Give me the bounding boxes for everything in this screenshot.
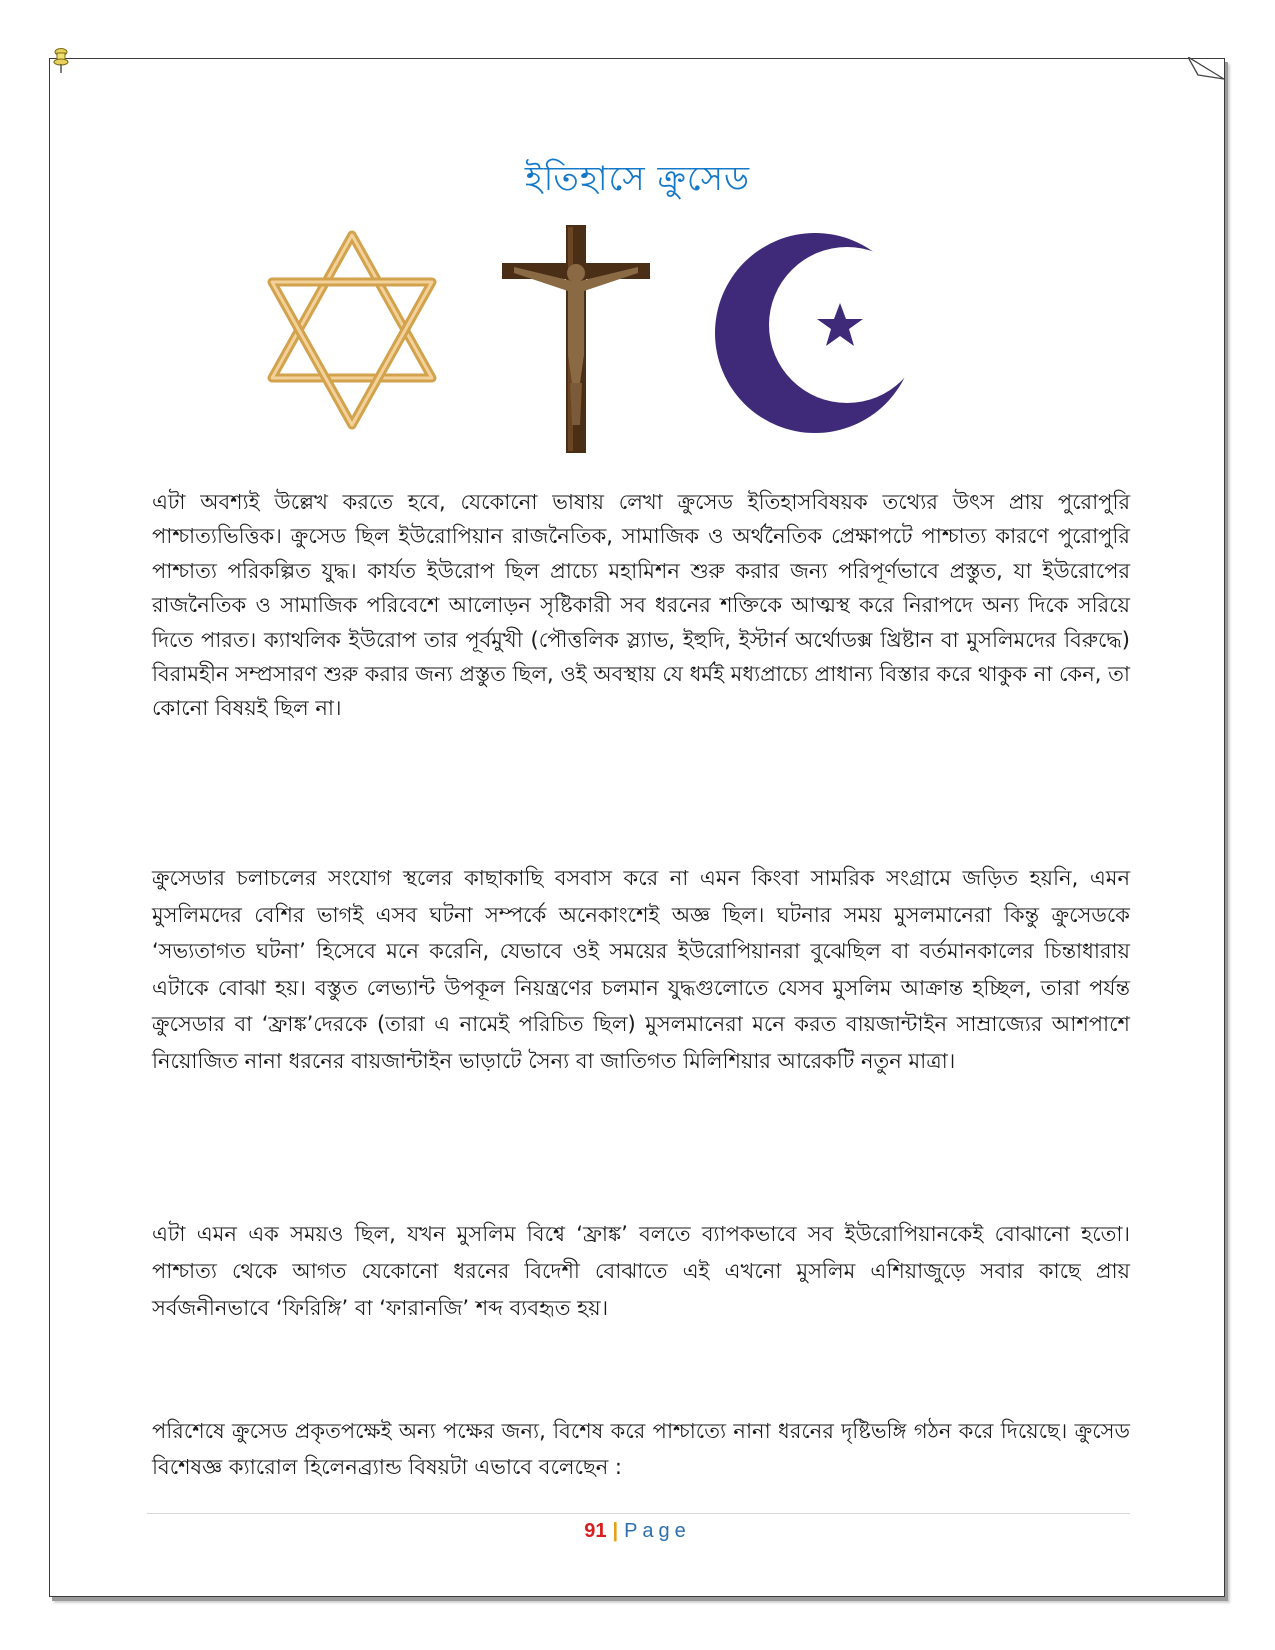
footer-separator: | [612, 1520, 619, 1542]
page-corner-fold [1188, 57, 1228, 83]
page-number: 91 [584, 1520, 607, 1542]
paragraph-3: এটা এমন এক সময়ও ছিল, যখন মুসলিম বিশ্বে ‘ফ্রাঙ্ক’ বলতে ব্যাপকভাবে সব ইউরোপিয়ানকেই বোঝানো হতো। পাশ্চাত্য থেকে আগত যেকোনো ধরনের বিদেশী বোঝাতে এই এখনো মুসলিম এশিয়াজুড়ে সবার কাছে প্রায় সর্বজনীনভাবে ‘ফিরিঙ্গি’ বা ‘ফারানজি’ শব্দ ব্যবহৃত হয়। [152, 1222, 1130, 1320]
paragraph-2: ক্রুসেডার চলাচলের সংযোগ স্থলের কাছাকাছি বসবাস করে না এমন কিংবা সামরিক সংগ্রামে জড়িত হয়নি, এমন মুসলিমদের বেশির ভাগই এসব ঘটনা সম্পর্কে অনেকাংশেই অজ্ঞ ছিল। ঘটনার সময় মুসলমানেরা কিন্তু ক্রুসেডকে ‘সভ্যতাগত ঘটনা’ হিসেবে মনে করেনি, যেভাবে ওই সময়ের ইউরোপিয়ানরা বুঝেছিল বা বর্তমানকালের চিন্তাধারায় এটাকে বোঝা হয়। বস্তুত লেভ্যান্ট উপকূল নিয়ন্ত্রণের চলমান যুদ্ধগুলোতে যেসব মুসলিম আক্রান্ত হচ্ছিল, তারা পর্যন্ত ক্রুসেডার বা ‘ফ্রাঙ্ক’দেরকে (তারা এ নামেই পরিচিত ছিল) মুসলমানেরা মনে করত বায়জান্টাইন সাম্রাজ্যের আশপাশে নিয়োজিত নানা ধরনের বায়জান্টাইন ভাড়াটে সৈন্য বা জাতিগত মিলিশিয়ার আরেকটি নতুন মাত্রা। [152, 866, 1130, 1073]
page-footer [0, 1520, 1275, 1543]
footer-divider [147, 1513, 1130, 1514]
paragraph-1: এটা অবশ্যই উল্লেখ করতে হবে, যেকোনো ভাষায় লেখা ক্রুসেড ইতিহাসবিষয়ক তথ্যের উৎস প্রায় পুরোপুরি পাশ্চাত্যভিত্তিক। ক্রুসেড ছিল ইউরোপিয়ান রাজনৈতিক, সামাজিক ও অর্থনৈতিক প্রেক্ষাপটে পাশ্চাত্য কারণে পুরোপুরি পাশ্চাত্য পরিকল্পিত যুদ্ধ। কার্যত ইউরোপ ছিল প্রাচ্যে মহামিশন শুরু করার জন্য পরিপূর্ণভাবে প্রস্তুত, যা ইউরোপের রাজনৈতিক ও সামাজিক পরিবেশে আলোড়ন সৃষ্টিকারী সব ধরনের শক্তিকে আত্মস্থ করে নিরাপদে অন্য দিকে সরিয়ে দিতে পারত। ক্যাথলিক ইউরোপ তার পূর্বমুখী (পৌত্তলিক স্ল্যাভ, ইহুদি, ইস্টার্ন অর্থোডক্স খ্রিষ্টান বা মুসলিমদের বিরুদ্ধে) বিরামহীন সম্প্রসারণ শুরু করার জন্য প্রস্তুত ছিল, ওই অবস্থায় যে ধর্মই মধ্যপ্রাচ্যে প্রাধান্য বিস্তার করে থাকুক না কেন, তা কোনো বিষয়ই ছিল না। [152, 490, 1130, 721]
page-title: ইতিহাসে ক্রুসেড [524, 159, 751, 199]
page-label: Page [624, 1520, 691, 1542]
paragraph-4: পরিশেষে ক্রুসেড প্রকৃতপক্ষেই অন্য পক্ষের জন্য, বিশেষ করে পাশ্চাত্যে নানা ধরনের দৃষ্টিভঙ্গি গঠন করে দিয়েছে। ক্রুসেড বিশেষজ্ঞ ক্যারোল হিলেনব্র্যান্ড বিষয়টা এভাবে বলেছেন : [152, 1419, 1130, 1479]
religious-symbols-image [240, 215, 1035, 465]
crucifix-icon [502, 225, 650, 453]
crescent-and-star-icon [715, 233, 925, 433]
pushpin-icon [52, 48, 70, 74]
star-of-david-icon [272, 235, 432, 425]
